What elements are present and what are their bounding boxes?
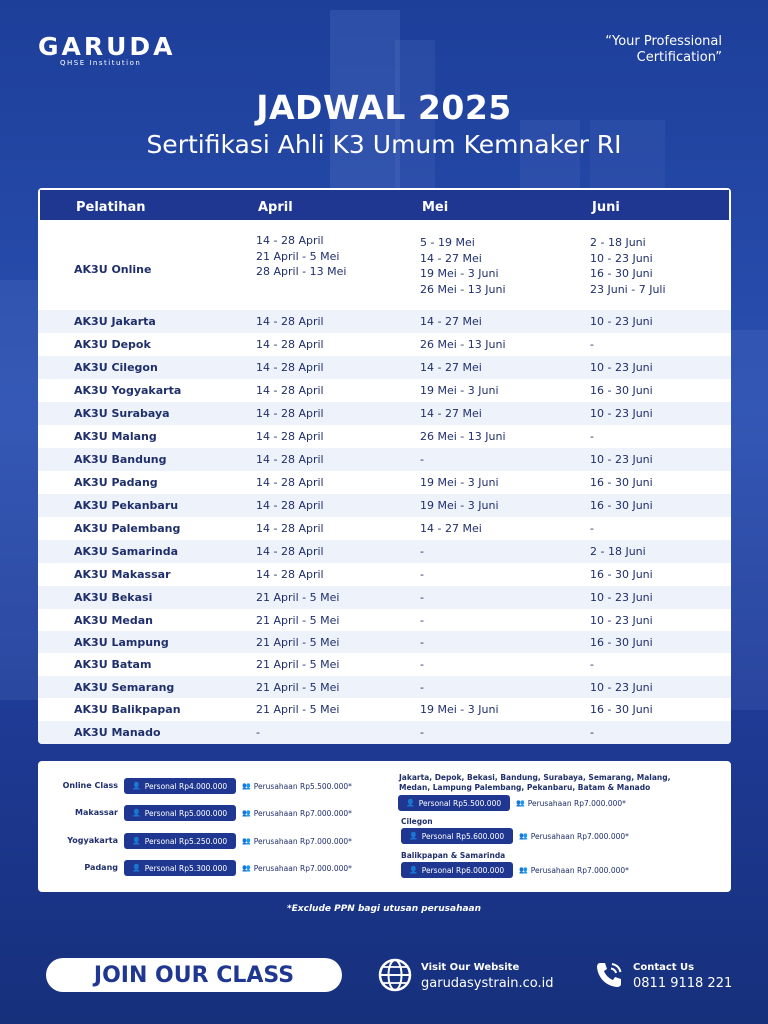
date-mei: 14 - 27 Mei [420,522,482,535]
date-juni: 16 - 30 Juni [590,568,653,581]
company-price-text: Perusahaan Rp7.000.000* [530,865,629,875]
row-name: AK3U Manado [74,726,161,739]
table-row [38,425,731,448]
row-name: AK3U Bandung [74,453,167,466]
price-location-label: Online Class [62,781,118,790]
price-location-label: Makassar [75,808,118,817]
date-cell: 2 - 18 Juni [590,236,646,249]
date-mei: 14 - 27 Mei [420,315,482,328]
date-cell: 14 - 27 Mei [420,251,482,265]
table-row [38,379,731,402]
person-icon: 👤 [406,799,415,807]
date-cell: 28 April - 13 Mei [256,265,347,278]
person-icon: 👤 [409,866,418,874]
date-juni: 10 - 23 Juni [590,407,653,420]
price-location-label: Jakarta, Depok, Bekasi, Bandung, Surabaya, Semarang, Malang, [399,773,671,782]
date-april: 14 - 28 April [256,499,324,512]
company-price [242,805,352,821]
table-row [38,494,731,517]
personal-price-pill [124,778,236,794]
website-link[interactable]: garudasystrain.co.id [421,976,554,991]
online-mei [420,235,506,297]
date-cell: 23 Juni - 7 Juli [590,282,666,296]
date-cell: 19 Mei - 3 Juni [420,267,499,280]
company-price-text: Perusahaan Rp7.000.000* [527,798,626,808]
company-price [519,862,629,878]
personal-price-pill [124,833,236,849]
personal-price-text: Personal Rp4.000.000 [144,781,228,791]
row-name: AK3U Balikpapan [74,703,181,716]
date-april: 14 - 28 April [256,361,324,374]
date-juni: - [590,726,594,739]
date-april: 14 - 28 April [256,568,324,581]
person-icon: 👤 [132,782,141,790]
company-price [519,828,629,844]
date-cell: 16 - 30 Juni [590,267,653,280]
date-april: 14 - 28 April [256,384,324,397]
price-location-label: Yogyakarta [67,836,118,845]
date-mei: - [420,453,424,466]
company-price [242,833,352,849]
date-mei: 19 Mei - 3 Juni [420,384,499,397]
row-name: AK3U Padang [74,476,158,489]
table-row [38,448,731,471]
date-april: 14 - 28 April [256,430,324,443]
header-mei: Mei [422,200,449,215]
date-april: 14 - 28 April [256,315,324,328]
online-april [256,233,346,280]
person-icon: 👤 [132,837,141,845]
personal-price-pill [124,805,236,821]
date-april: 21 April - 5 Mei [256,614,340,627]
date-april: 14 - 28 April [256,476,324,489]
header-juni: Juni [592,200,620,215]
group-icon: 👥 [519,866,528,874]
row-name: AK3U Palembang [74,522,181,535]
price-location-label: Padang [84,863,118,872]
company-price [242,778,352,794]
group-icon: 👥 [242,809,251,817]
personal-price-text: Personal Rp5.500.000 [418,798,502,808]
bg-building [730,330,768,710]
brand-name: GARUDA [38,32,176,61]
personal-price-text: Personal Rp6.000.000 [421,865,505,875]
bg-building [0,280,38,700]
page-subtitle: Sertifikasi Ahli K3 Umum Kemnaker RI [146,130,622,159]
row-name: AK3U Batam [74,658,152,671]
ppn-note: *Exclude PPN bagi utusan perusahaan [286,904,482,914]
phone-icon [594,960,624,990]
date-mei: - [420,726,424,739]
date-juni: 16 - 30 Juni [590,703,653,716]
personal-price-pill [401,862,513,878]
date-mei: 19 Mei - 3 Juni [420,476,499,489]
date-april: 21 April - 5 Mei [256,636,340,649]
group-icon: 👥 [242,782,251,790]
company-price-text: Perusahaan Rp7.000.000* [253,863,352,873]
date-april: 14 - 28 April [256,338,324,351]
row-name: AK3U Makassar [74,568,171,581]
personal-price-text: Personal Rp5.600.000 [421,831,505,841]
row-name: AK3U Depok [74,338,151,351]
header-april: April [258,200,293,215]
row-name: AK3U Lampung [74,636,169,649]
date-april: 14 - 28 April [256,522,324,535]
date-mei: 19 Mei - 3 Juni [420,499,499,512]
person-icon: 👤 [132,809,141,817]
table-row-online [38,222,731,310]
price-location-label: Cilegon [401,817,433,826]
date-juni: - [590,338,594,351]
date-mei: 26 Mei - 13 Juni [420,430,506,443]
price-location-label: Medan, Lampung Palembang, Pekanbaru, Batam & Manado [399,783,651,792]
website-title: Visit Our Website [421,962,520,973]
row-name: AK3U Jakarta [74,315,156,328]
date-mei: - [420,614,424,627]
personal-price-text: Personal Rp5.250.000 [144,836,228,846]
date-mei: - [420,681,424,694]
date-april: - [256,726,260,739]
date-cell: 14 - 28 April [256,234,324,247]
group-icon: 👥 [242,837,251,845]
date-april: 14 - 28 April [256,407,324,420]
personal-price-text: Personal Rp5.300.000 [144,863,228,873]
table-row [38,471,731,494]
date-mei: 26 Mei - 13 Juni [420,338,506,351]
header-pelatihan: Pelatihan [76,200,146,215]
company-price-text: Perusahaan Rp7.000.000* [530,831,629,841]
date-mei: - [420,636,424,649]
price-location-label: Balikpapan & Samarinda [401,851,506,860]
price-card [38,761,731,892]
date-mei: 14 - 27 Mei [420,361,482,374]
globe-icon [378,958,412,992]
date-mei: 19 Mei - 3 Juni [420,703,499,716]
person-icon: 👤 [132,864,141,872]
tagline-line1: “Your Professional [605,34,722,49]
date-juni: 10 - 23 Juni [590,315,653,328]
company-price-text: Perusahaan Rp7.000.000* [253,836,352,846]
personal-price-text: Personal Rp5.000.000 [144,808,228,818]
date-cell: 5 - 19 Mei [420,236,475,249]
table-row [38,653,731,676]
date-juni: 16 - 30 Juni [590,499,653,512]
date-juni: 16 - 30 Juni [590,636,653,649]
group-icon: 👥 [519,832,528,840]
table-row [38,676,731,698]
row-name: AK3U Medan [74,614,153,627]
contact-title: Contact Us [633,962,695,973]
date-juni: 16 - 30 Juni [590,384,653,397]
date-juni: 10 - 23 Juni [590,614,653,627]
schedule-table [38,188,731,744]
table-row [38,402,731,425]
date-cell: 26 Mei - 13 Juni [420,282,506,296]
date-mei: - [420,568,424,581]
table-row [38,356,731,379]
date-april: 14 - 28 April [256,545,324,558]
date-juni: - [590,658,594,671]
company-price [516,795,626,811]
table-row [38,698,731,721]
row-name: AK3U Yogyakarta [74,384,182,397]
table-row [38,586,731,609]
tagline-line2: Certification” [636,50,722,65]
date-april: 21 April - 5 Mei [256,658,340,671]
table-row [38,631,731,653]
date-april: 21 April - 5 Mei [256,681,340,694]
date-juni: 10 - 23 Juni [590,591,653,604]
row-name: AK3U Samarinda [74,545,179,558]
personal-price-pill [401,828,513,844]
personal-price-pill [398,795,510,811]
date-juni: - [590,522,594,535]
date-juni: 10 - 23 Juni [590,453,653,466]
online-juni [590,235,666,297]
company-price-text: Perusahaan Rp5.500.000* [253,781,352,791]
table-row [38,563,731,586]
date-juni: 10 - 23 Juni [590,361,653,374]
date-april: 21 April - 5 Mei [256,591,340,604]
row-name: AK3U Online [74,263,152,276]
table-row [38,609,731,631]
table-row [38,517,731,540]
table-header [38,188,731,222]
date-juni: 10 - 23 Juni [590,681,653,694]
date-mei: - [420,658,424,671]
date-cell: 10 - 23 Juni [590,251,653,265]
row-name: AK3U Semarang [74,681,175,694]
brand-sub: QHSE Institution [60,59,142,67]
date-cell: 21 April - 5 Mei [256,249,340,263]
table-row [38,333,731,356]
personal-price-pill [124,860,236,876]
tagline [605,34,722,66]
table-row [38,310,731,333]
date-mei: 14 - 27 Mei [420,407,482,420]
date-mei: - [420,591,424,604]
contact-phone[interactable]: 0811 9118 221 [633,976,733,991]
row-name: AK3U Malang [74,430,157,443]
company-price [242,860,352,876]
brand-logo [38,32,176,67]
date-april: 21 April - 5 Mei [256,703,340,716]
date-juni: - [590,430,594,443]
row-name: AK3U Pekanbaru [74,499,179,512]
table-row [38,540,731,563]
date-juni: 2 - 18 Juni [590,545,646,558]
date-juni: 16 - 30 Juni [590,476,653,489]
row-name: AK3U Cilegon [74,361,158,374]
join-class-button[interactable]: JOIN OUR CLASS [46,958,342,992]
group-icon: 👥 [242,864,251,872]
row-name: AK3U Surabaya [74,407,170,420]
table-row [38,721,731,744]
table-body [38,310,731,744]
page-title: JADWAL 2025 [256,88,512,127]
company-price-text: Perusahaan Rp7.000.000* [253,808,352,818]
person-icon: 👤 [409,832,418,840]
group-icon: 👥 [516,799,525,807]
date-mei: - [420,545,424,558]
date-april: 14 - 28 April [256,453,324,466]
row-name: AK3U Bekasi [74,591,153,604]
